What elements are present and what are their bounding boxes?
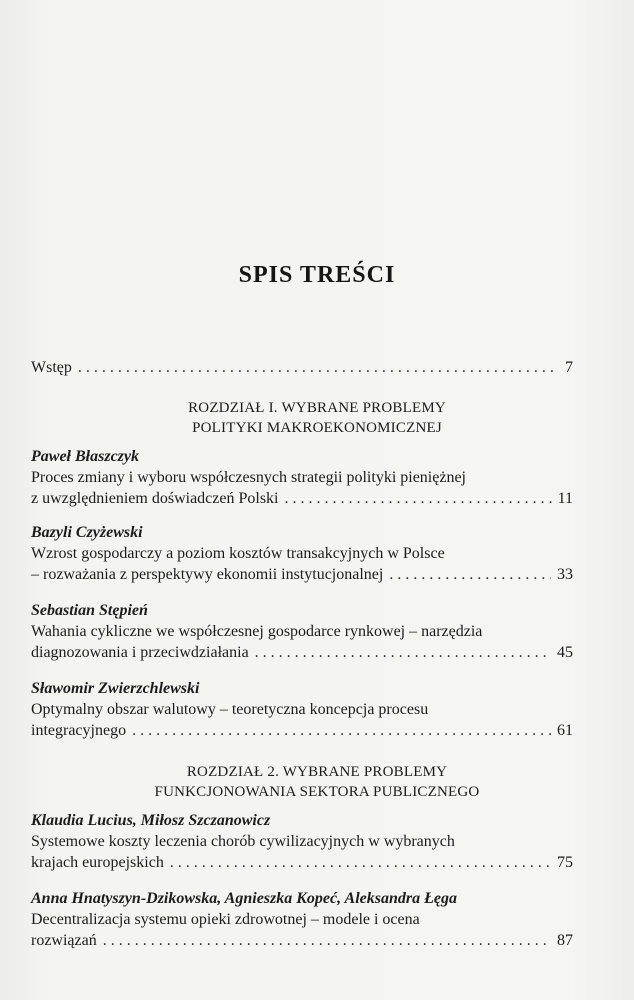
dot-leader: [255, 642, 551, 663]
dot-leader: [132, 720, 551, 741]
toc-entry[interactable]: [31, 888, 573, 951]
entry-title-line1: Wahania cykliczne we współczesnej gospodarce rynkowej – narzędzia: [31, 623, 483, 640]
entry-author: Paweł Błaszczyk: [31, 448, 139, 465]
entry-author: Sebastian Stępień: [31, 602, 148, 619]
chapter-1-heading: [0, 398, 634, 438]
entry-title-line1: Decentralizacja systemu opieki zdrowotnej – modele i ocena: [31, 911, 420, 928]
entry-title-line2: z uwzględnieniem doświadczeń Polski: [31, 490, 279, 507]
dot-leader: [285, 488, 552, 509]
chapter-1-heading-line2: POLITYKI MAKROEKONOMICZNEJ: [192, 420, 442, 436]
intro-page-number: 7: [565, 359, 573, 376]
entry-page-number: 45: [557, 644, 573, 661]
entry-title-line2: krajach europejskich: [31, 854, 164, 871]
entry-title-line2: diagnozowania i przeciwdziałania: [31, 644, 249, 661]
toc-entry[interactable]: [31, 600, 573, 663]
entry-page-number: 61: [557, 722, 573, 739]
dot-leader: [389, 564, 551, 585]
entry-page-number: 11: [557, 490, 573, 507]
entry-page-number: 33: [557, 566, 573, 583]
entry-title-line1: Proces zmiany i wyboru współczesnych strategii polityki pieniężnej: [31, 469, 466, 486]
toc-entry[interactable]: [31, 522, 573, 585]
dot-leader: [103, 930, 551, 951]
entry-title-line1: Systemowe koszty leczenia chorób cywilizacyjnych w wybranych: [31, 833, 455, 850]
toc-entry[interactable]: [31, 446, 573, 509]
entry-title-line2: – rozważania z perspektywy ekonomii instytucjonalnej: [31, 566, 384, 583]
entry-page-number: 87: [557, 932, 573, 949]
dot-leader: [78, 357, 553, 378]
chapter-2-heading: [0, 762, 634, 802]
page-title: SPIS TREŚCI: [238, 262, 396, 288]
entry-author: Sławomir Zwierzchlewski: [31, 680, 200, 697]
toc-entry[interactable]: [31, 810, 573, 873]
intro-label: Wstęp: [31, 359, 72, 376]
dot-leader: [170, 852, 551, 873]
entry-author: Bazyli Czyżewski: [31, 524, 143, 541]
entry-title-line2: rozwiązań: [31, 932, 97, 949]
chapter-2-heading-line2: FUNKCJONOWANIA SEKTORA PUBLICZNEGO: [154, 784, 480, 800]
entry-page-number: 75: [557, 854, 573, 871]
chapter-2-heading-line1: ROZDZIAŁ 2. WYBRANE PROBLEMY: [186, 764, 448, 780]
entry-author: Anna Hnatyszyn-Dzikowska, Agnieszka Kopeć, Aleksandra Łęga: [31, 890, 457, 907]
entry-title-line1: Wzrost gospodarczy a poziom kosztów transakcyjnych w Polsce: [31, 545, 445, 562]
entry-title-line1: Optymalny obszar walutowy – teoretyczna koncepcja procesu: [31, 701, 429, 718]
chapter-1-heading-line1: ROZDZIAŁ I. WYBRANE PROBLEMY: [188, 400, 446, 416]
entry-author: Klaudia Lucius, Miłosz Szczanowicz: [31, 812, 271, 829]
toc-entry[interactable]: [31, 678, 573, 741]
entry-title-line2: integracyjnego: [31, 722, 127, 739]
toc-entry-intro[interactable]: [31, 357, 573, 378]
